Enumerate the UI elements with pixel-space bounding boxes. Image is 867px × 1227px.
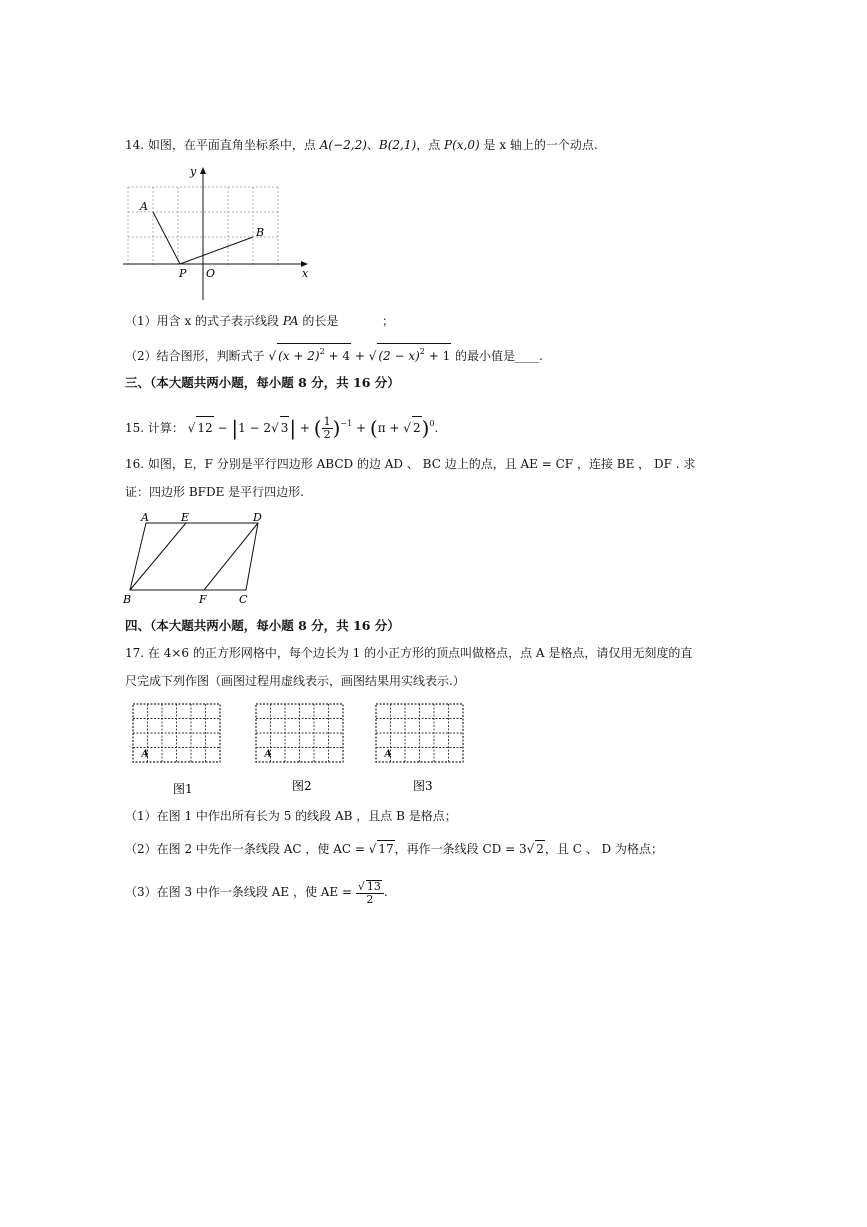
sqrt-17: 17 [378, 842, 394, 856]
abs-content: 1 − 2 [238, 421, 272, 435]
q14-part2-text2: 的最小值是____. [455, 349, 543, 363]
plus-2: + [352, 421, 370, 435]
q17-line2: 尺完成下列作图（画图过程用虚线表示，画图结果用实线表示.） [125, 674, 465, 688]
q14-stem-text3: 是 x 轴上的一个动点. [483, 138, 598, 152]
q14-part2-text: （2）结合图形，判断式子 [125, 349, 265, 363]
point-p-coord: P(x,0) [444, 138, 480, 152]
segment-pa-label: PA [282, 314, 299, 328]
label-c: C [239, 593, 248, 606]
segment-pb [180, 237, 253, 264]
point-a-coord: A(−2,2) [319, 138, 367, 152]
q17-part3-end: . [383, 885, 388, 899]
label-d: D [253, 511, 262, 524]
q17-line1: 17. 在 4×6 的正方形网格中，每个边长为 1 的小正方形的顶点叫做格点，点 A 是格点，请仅用无刻度的直 [125, 646, 693, 660]
fig-label-3: 图3 [413, 779, 433, 793]
power-2: 2 [319, 347, 325, 356]
plus-4: + 4 [324, 349, 350, 363]
y-axis-arrow [200, 167, 206, 174]
q17-part3-text: （3）在图 3 中作一条线段 AE ，使 AE = [125, 885, 356, 899]
q14-stem-text: 14. 如图，在平面直角坐标系中，点 [125, 138, 316, 152]
point-b-coord: B(2,1) [378, 138, 417, 152]
q14-part1-text2: 的长是 [302, 314, 339, 328]
label-o: O [206, 267, 216, 280]
plus-sign: + [351, 349, 369, 363]
parallelogram-abcd [130, 523, 258, 590]
q14-part1 [125, 313, 394, 329]
segment-df [204, 523, 258, 590]
q14-part1-end: ； [382, 314, 395, 328]
label-f: F [199, 593, 207, 606]
q15-end: . [434, 421, 439, 435]
grid-point-a-label-1: A [141, 749, 149, 760]
section-4-heading: 四、（本大题共两小题，每小题 8 分，共 16 分） [125, 618, 400, 633]
fig-label-2: 图2 [292, 779, 312, 793]
grid-group [133, 704, 463, 762]
label-a: A [141, 511, 149, 524]
section-3-heading: 三、（本大题共两小题，每小题 8 分，共 16 分） [125, 375, 400, 390]
grid-point-a-label-3: A [384, 749, 392, 760]
segment-pa [153, 212, 180, 264]
q17-part2: （2）在图 2 中先作一条线段 AC ，使 AC = √ 17，再作一条线段 CD = 3√ 2，且 C 、 D 为格点； [125, 842, 663, 856]
q14-stem-text2: ，点 [416, 138, 441, 152]
q17-part2-text3: ，且 C 、 D 为格点； [544, 842, 663, 856]
q14-stem [125, 137, 598, 153]
sqrt-13: 13 [366, 879, 381, 893]
sqrt-3: 3 [280, 416, 290, 439]
label-b: B [123, 593, 132, 606]
label-p: P [179, 267, 187, 280]
exponent-neg1: −1 [340, 419, 353, 428]
expr-x-plus-2: (x + 2) [278, 349, 320, 363]
q16-line1: 16. 如图，E，F 分别是平行四边形 ABCD 的边 AD 、 BC 边上的点，且 AE = CF ，连接 BE ， DF . 求 [125, 457, 696, 471]
q17-part2-text: （2）在图 2 中先作一条线段 AC ，使 AC = [125, 842, 369, 856]
label-y: y [190, 165, 197, 178]
denominator-2: 2 [366, 892, 374, 906]
q17-part2-text2: ，再作一条线段 CD = 3 [394, 842, 527, 856]
q16-line2: 证：四边形 BFDE 是平行四边形. [125, 485, 304, 499]
frac-denominator: 2 [323, 428, 331, 441]
plus: + [296, 421, 314, 435]
frac-numerator: 1 [323, 415, 331, 428]
q17-part3: （3）在图 3 中作一条线段 AE ，使 AE = $\frac{√ 13}{2}$ . [125, 879, 388, 906]
sqrt-2-b: 2 [536, 842, 544, 856]
power-2b: 2 [419, 347, 425, 356]
label-b: B [256, 226, 265, 239]
minus: − [213, 421, 232, 435]
expr-2-minus-x: (2 − x) [378, 349, 420, 363]
q15-label: 15. 计算： [125, 421, 184, 435]
q17-grid-figures [128, 700, 473, 795]
q15: 15. 计算： √ 12 − |1 − 2√ 3| + ( $\frac{1}{2}$ )$^{-1}$ + (π + √ 2)$^0$. [125, 415, 439, 441]
q16-parallelogram-figure [118, 508, 278, 608]
label-e: E [181, 511, 190, 524]
plus-1: + 1 [424, 349, 451, 363]
pi-part: π + [377, 421, 404, 435]
q14-sep: 、 [366, 138, 379, 152]
label-a: A [140, 200, 148, 213]
q14-coordinate-figure [118, 160, 318, 305]
sqrt-12: 12 [196, 416, 213, 439]
fig-label-1: 图1 [173, 782, 193, 795]
exponent-0: 0 [429, 419, 435, 428]
q14-part2: （2）结合图形，判断式子 √ $(x + 2)^2 + 4$ + √ $(2 - x)^2 + 1$ 的最小值是____. [125, 343, 543, 364]
label-x: x [302, 267, 309, 280]
q17-part1: （1）在图 1 中作出所有长为 5 的线段 AB ，且点 B 是格点； [125, 809, 457, 823]
grid-point-a-label-2: A [264, 749, 272, 760]
q14-part1-text: （1）用含 x 的式子表示线段 [125, 314, 280, 328]
sqrt-2: 2 [412, 416, 422, 439]
